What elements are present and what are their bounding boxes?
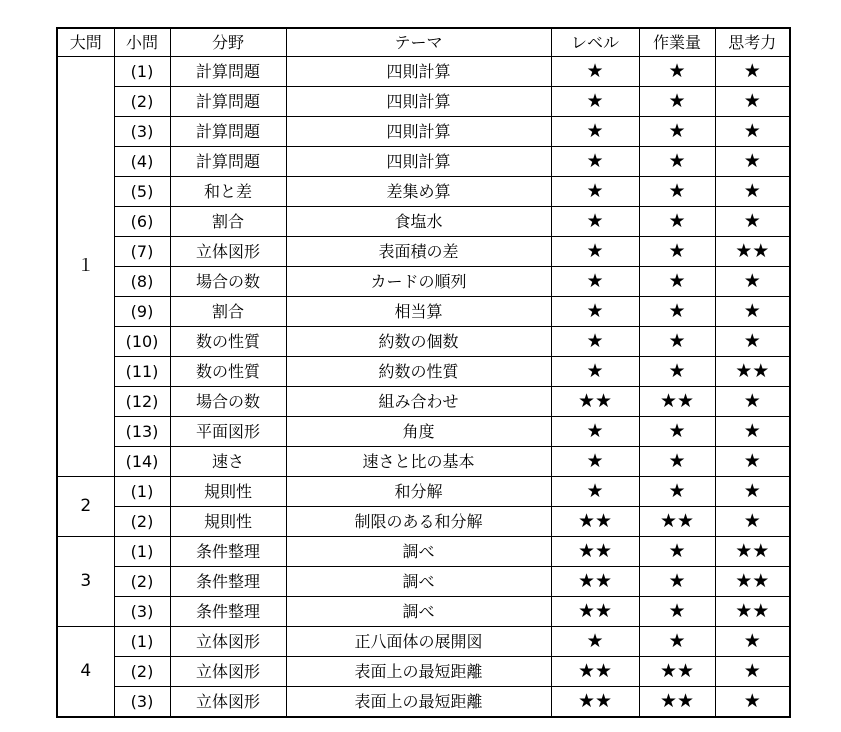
sho-cell: (3) — [114, 687, 170, 718]
shiko-cell: ★ — [715, 417, 790, 447]
table-row — [57, 147, 790, 177]
sho-cell: (2) — [114, 657, 170, 687]
sagyo-cell: ★ — [639, 207, 715, 237]
shiko-cell: ★★ — [715, 597, 790, 627]
level-cell: ★★ — [551, 567, 639, 597]
sho-cell: (2) — [114, 87, 170, 117]
level-cell: ★★ — [551, 507, 639, 537]
theme-cell: 和分解 — [286, 477, 551, 507]
shiko-cell: ★★ — [715, 537, 790, 567]
theme-cell: 約数の性質 — [286, 357, 551, 387]
bunya-cell: 数の性質 — [170, 357, 286, 387]
table-row — [57, 627, 790, 657]
dai-cell: 4 — [57, 627, 114, 718]
theme-cell: 四則計算 — [286, 87, 551, 117]
sagyo-cell: ★ — [639, 327, 715, 357]
theme-cell: 四則計算 — [286, 57, 551, 87]
table-row — [57, 207, 790, 237]
header-bunya: 分野 — [170, 28, 286, 57]
bunya-cell: 場合の数 — [170, 267, 286, 297]
bunya-cell: 割合 — [170, 207, 286, 237]
sho-cell: (5) — [114, 177, 170, 207]
header-dai: 大問 — [57, 28, 114, 57]
sagyo-cell: ★ — [639, 357, 715, 387]
theme-cell: 四則計算 — [286, 147, 551, 177]
shiko-cell: ★ — [715, 207, 790, 237]
sho-cell: (3) — [114, 597, 170, 627]
theme-cell: 速さと比の基本 — [286, 447, 551, 477]
level-cell: ★ — [551, 87, 639, 117]
sagyo-cell: ★ — [639, 267, 715, 297]
table-row — [57, 447, 790, 477]
sagyo-cell: ★ — [639, 417, 715, 447]
header-level: レベル — [551, 28, 639, 57]
bunya-cell: 立体図形 — [170, 657, 286, 687]
theme-cell: 正八面体の展開図 — [286, 627, 551, 657]
level-cell: ★ — [551, 147, 639, 177]
sagyo-cell: ★ — [639, 237, 715, 267]
sho-cell: (7) — [114, 237, 170, 267]
sho-cell: (4) — [114, 147, 170, 177]
header-theme: テーマ — [286, 28, 551, 57]
theme-cell: 表面上の最短距離 — [286, 657, 551, 687]
bunya-cell: 条件整理 — [170, 567, 286, 597]
bunya-cell: 計算問題 — [170, 57, 286, 87]
bunya-cell: 規則性 — [170, 477, 286, 507]
level-cell: ★ — [551, 177, 639, 207]
sho-cell: (10) — [114, 327, 170, 357]
shiko-cell: ★ — [715, 57, 790, 87]
theme-cell: 食塩水 — [286, 207, 551, 237]
level-cell: ★ — [551, 417, 639, 447]
table-row — [57, 597, 790, 627]
sagyo-cell: ★ — [639, 567, 715, 597]
shiko-cell: ★ — [715, 327, 790, 357]
sho-cell: (1) — [114, 477, 170, 507]
level-cell: ★ — [551, 357, 639, 387]
dai-cell: 3 — [57, 537, 114, 627]
shiko-cell: ★ — [715, 297, 790, 327]
sagyo-cell: ★★ — [639, 657, 715, 687]
shiko-cell: ★ — [715, 267, 790, 297]
level-cell: ★ — [551, 447, 639, 477]
level-cell: ★★ — [551, 387, 639, 417]
sagyo-cell: ★ — [639, 147, 715, 177]
theme-cell: 組み合わせ — [286, 387, 551, 417]
table-row — [57, 567, 790, 597]
theme-cell: 調べ — [286, 567, 551, 597]
level-cell: ★ — [551, 627, 639, 657]
table-row — [57, 117, 790, 147]
bunya-cell: 計算問題 — [170, 87, 286, 117]
table-row — [57, 87, 790, 117]
sagyo-cell: ★★ — [639, 687, 715, 718]
theme-cell: 約数の個数 — [286, 327, 551, 357]
sho-cell: (2) — [114, 567, 170, 597]
bunya-cell: 和と差 — [170, 177, 286, 207]
sho-cell: (14) — [114, 447, 170, 477]
dai-cell: １ — [57, 57, 114, 477]
theme-cell: 調べ — [286, 597, 551, 627]
table-row — [57, 297, 790, 327]
table-row — [57, 177, 790, 207]
theme-cell: 表面積の差 — [286, 237, 551, 267]
sho-cell: (11) — [114, 357, 170, 387]
sagyo-cell: ★★ — [639, 387, 715, 417]
header-shiko: 思考力 — [715, 28, 790, 57]
level-cell: ★★ — [551, 537, 639, 567]
sagyo-cell: ★ — [639, 477, 715, 507]
sagyo-cell: ★ — [639, 297, 715, 327]
level-cell: ★ — [551, 57, 639, 87]
bunya-cell: 割合 — [170, 297, 286, 327]
table-row — [57, 57, 790, 87]
shiko-cell: ★★ — [715, 567, 790, 597]
table-row — [57, 477, 790, 507]
sagyo-cell: ★★ — [639, 507, 715, 537]
theme-cell: 四則計算 — [286, 117, 551, 147]
table-row — [57, 237, 790, 267]
level-cell: ★ — [551, 297, 639, 327]
theme-cell: 相当算 — [286, 297, 551, 327]
table-row — [57, 687, 790, 718]
sho-cell: (3) — [114, 117, 170, 147]
bunya-cell: 立体図形 — [170, 687, 286, 718]
level-cell: ★ — [551, 207, 639, 237]
bunya-cell: 数の性質 — [170, 327, 286, 357]
shiko-cell: ★ — [715, 687, 790, 718]
header-sho: 小問 — [114, 28, 170, 57]
sagyo-cell: ★ — [639, 447, 715, 477]
theme-cell: 調べ — [286, 537, 551, 567]
table-body — [57, 57, 790, 718]
table-row — [57, 267, 790, 297]
level-cell: ★ — [551, 117, 639, 147]
bunya-cell: 規則性 — [170, 507, 286, 537]
sho-cell: (8) — [114, 267, 170, 297]
shiko-cell: ★ — [715, 627, 790, 657]
level-cell: ★ — [551, 327, 639, 357]
sagyo-cell: ★ — [639, 627, 715, 657]
sho-cell: (13) — [114, 417, 170, 447]
shiko-cell: ★★ — [715, 237, 790, 267]
bunya-cell: 条件整理 — [170, 537, 286, 567]
bunya-cell: 条件整理 — [170, 597, 286, 627]
dai-cell: 2 — [57, 477, 114, 537]
shiko-cell: ★ — [715, 507, 790, 537]
level-cell: ★★ — [551, 597, 639, 627]
theme-cell: カードの順列 — [286, 267, 551, 297]
problem-analysis-table — [56, 27, 791, 718]
bunya-cell: 場合の数 — [170, 387, 286, 417]
shiko-cell: ★ — [715, 87, 790, 117]
shiko-cell: ★ — [715, 387, 790, 417]
sagyo-cell: ★ — [639, 117, 715, 147]
shiko-cell: ★ — [715, 117, 790, 147]
table-row — [57, 357, 790, 387]
bunya-cell: 計算問題 — [170, 117, 286, 147]
shiko-cell: ★ — [715, 177, 790, 207]
sagyo-cell: ★ — [639, 87, 715, 117]
level-cell: ★ — [551, 267, 639, 297]
sho-cell: (9) — [114, 297, 170, 327]
sagyo-cell: ★ — [639, 537, 715, 567]
sho-cell: (12) — [114, 387, 170, 417]
sho-cell: (1) — [114, 627, 170, 657]
table-row — [57, 537, 790, 567]
level-cell: ★★ — [551, 657, 639, 687]
theme-cell: 角度 — [286, 417, 551, 447]
level-cell: ★ — [551, 477, 639, 507]
bunya-cell: 速さ — [170, 447, 286, 477]
theme-cell: 制限のある和分解 — [286, 507, 551, 537]
theme-cell: 差集め算 — [286, 177, 551, 207]
table-row — [57, 507, 790, 537]
table-row — [57, 417, 790, 447]
shiko-cell: ★ — [715, 447, 790, 477]
theme-cell: 表面上の最短距離 — [286, 687, 551, 718]
header-row — [57, 28, 790, 57]
sho-cell: (2) — [114, 507, 170, 537]
sho-cell: (6) — [114, 207, 170, 237]
shiko-cell: ★ — [715, 477, 790, 507]
level-cell: ★ — [551, 237, 639, 267]
sagyo-cell: ★ — [639, 57, 715, 87]
bunya-cell: 計算問題 — [170, 147, 286, 177]
sagyo-cell: ★ — [639, 597, 715, 627]
table-row — [57, 387, 790, 417]
bunya-cell: 立体図形 — [170, 627, 286, 657]
table-row — [57, 327, 790, 357]
table-row — [57, 657, 790, 687]
shiko-cell: ★ — [715, 147, 790, 177]
level-cell: ★★ — [551, 687, 639, 718]
header-sagyo: 作業量 — [639, 28, 715, 57]
shiko-cell: ★ — [715, 657, 790, 687]
sho-cell: (1) — [114, 57, 170, 87]
bunya-cell: 立体図形 — [170, 237, 286, 267]
bunya-cell: 平面図形 — [170, 417, 286, 447]
shiko-cell: ★★ — [715, 357, 790, 387]
sho-cell: (1) — [114, 537, 170, 567]
sagyo-cell: ★ — [639, 177, 715, 207]
